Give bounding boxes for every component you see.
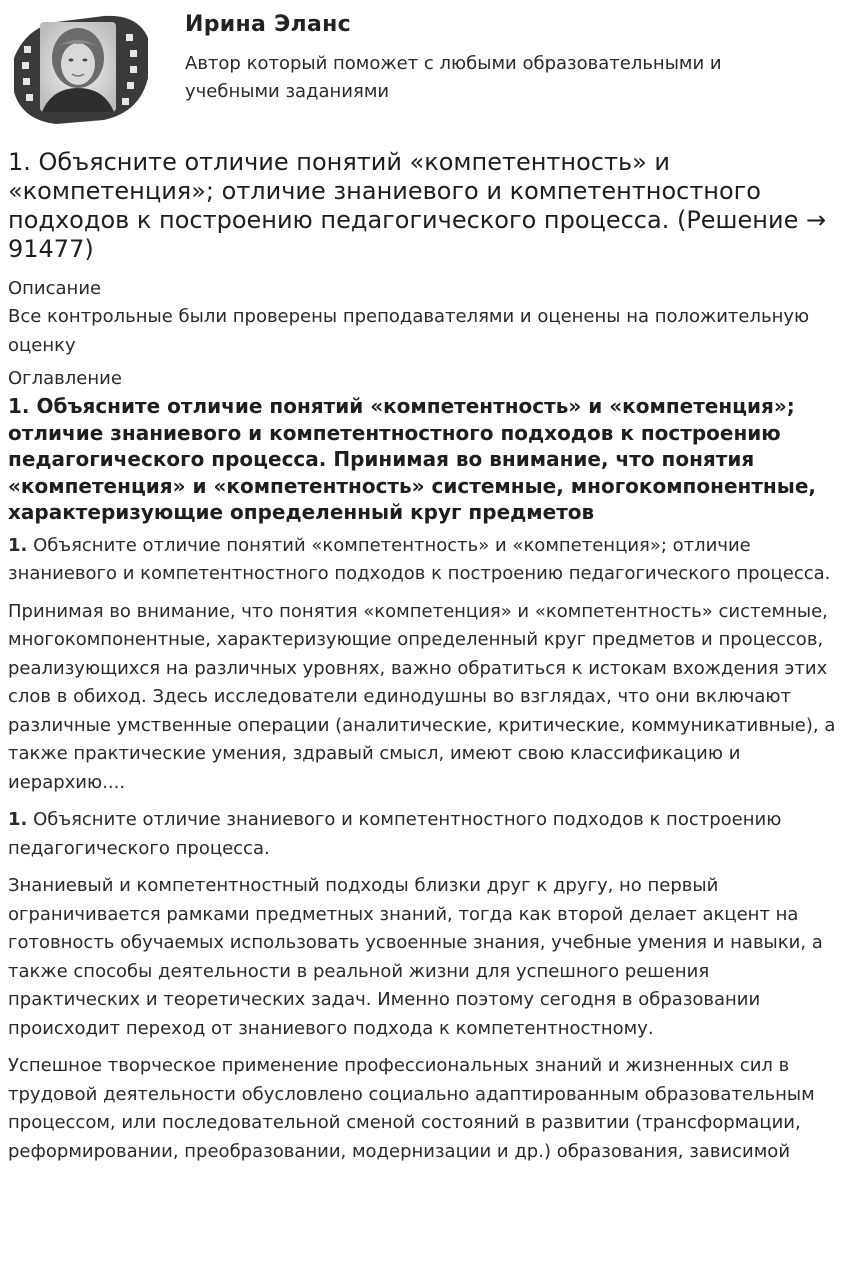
author-description: Автор который поможет с любыми образовательными и учебными заданиями bbox=[185, 53, 722, 102]
paragraph-number: 1. bbox=[8, 534, 28, 556]
toc-heading: 1. Объясните отличие понятий «компетентность» и «компетенция»; отличие знаниевого и компетентностного подходов к построению педагогического процесса. Принимая во внимание, что понятия «компетенция» и «компетентность» системные, многокомпонентные, характеризующие определенный круг предметов bbox=[8, 394, 816, 524]
paragraph-text: Объясните отличие знаниевого и компетентностного подходов к построению педагогического процесса. bbox=[8, 809, 782, 859]
paragraph-text: Знаниевый и компетентностный подходы близки друг к другу, но первый ограничивается рамками предметных знаний, тогда как второй делает акцент на готовность обучаемых использовать усвоенные знания, учебные умения и навыки, а также способы деятельности в реальной жизни для успешного решения практических и теоретических задач. Именно поэтому сегодня в образовании происходит переход от знаниевого подхода к компетентностному. bbox=[8, 875, 823, 1039]
paragraph-text: Успешное творческое применение профессиональных знаний и жизненных сил в трудовой деятельности обусловлено социально адаптированным образовательным процессом, или последовательной сменой состояний в развитии (трансформации, реформировании, преобразовании, модернизации и др.) образования, зависимой bbox=[8, 1055, 815, 1162]
toc-label: Оглавление bbox=[8, 368, 122, 389]
page-title: 1. Объясните отличие понятий «компетентность» и «компетенция»; отличие знаниевого и компетентностного подходов к построению педагогического процесса. (Решение → 91477) bbox=[8, 148, 827, 263]
document-content bbox=[8, 148, 840, 1166]
paragraph bbox=[8, 532, 840, 589]
author-avatar[interactable] bbox=[8, 8, 150, 128]
paragraph-number: 1. bbox=[8, 809, 28, 830]
paragraph bbox=[8, 872, 840, 1043]
author-photo bbox=[40, 22, 116, 112]
paragraph bbox=[8, 1052, 840, 1166]
author-header bbox=[0, 0, 847, 140]
description-text: Все контрольные были проверены преподавателями и оценены на положительную оценку bbox=[8, 306, 810, 356]
paragraph bbox=[8, 598, 840, 798]
author-name[interactable]: Ирина Эланс bbox=[185, 12, 351, 37]
description-label: Описание bbox=[8, 278, 102, 299]
paragraph-text: Принимая во внимание, что понятия «компетенция» и «компетентность» системные, многокомпонентные, характеризующие определенный круг предметов и процессов, реализующихся на различных уровнях, важно обратиться к истокам вхождения этих слов в обиход. Здесь исследователи единодушны во взглядах, что они включают различные умственные операции (аналитические, критические, коммуникативные), а также практические умения, здравый смысл, имеют свою классификацию и иерархию.... bbox=[8, 600, 836, 793]
paragraph bbox=[8, 806, 840, 863]
paragraph-text: Объясните отличие понятий «компетентность» и «компетенция»; отличие знаниевого и компетентностного подходов к построению педагогического процесса. bbox=[8, 534, 831, 584]
